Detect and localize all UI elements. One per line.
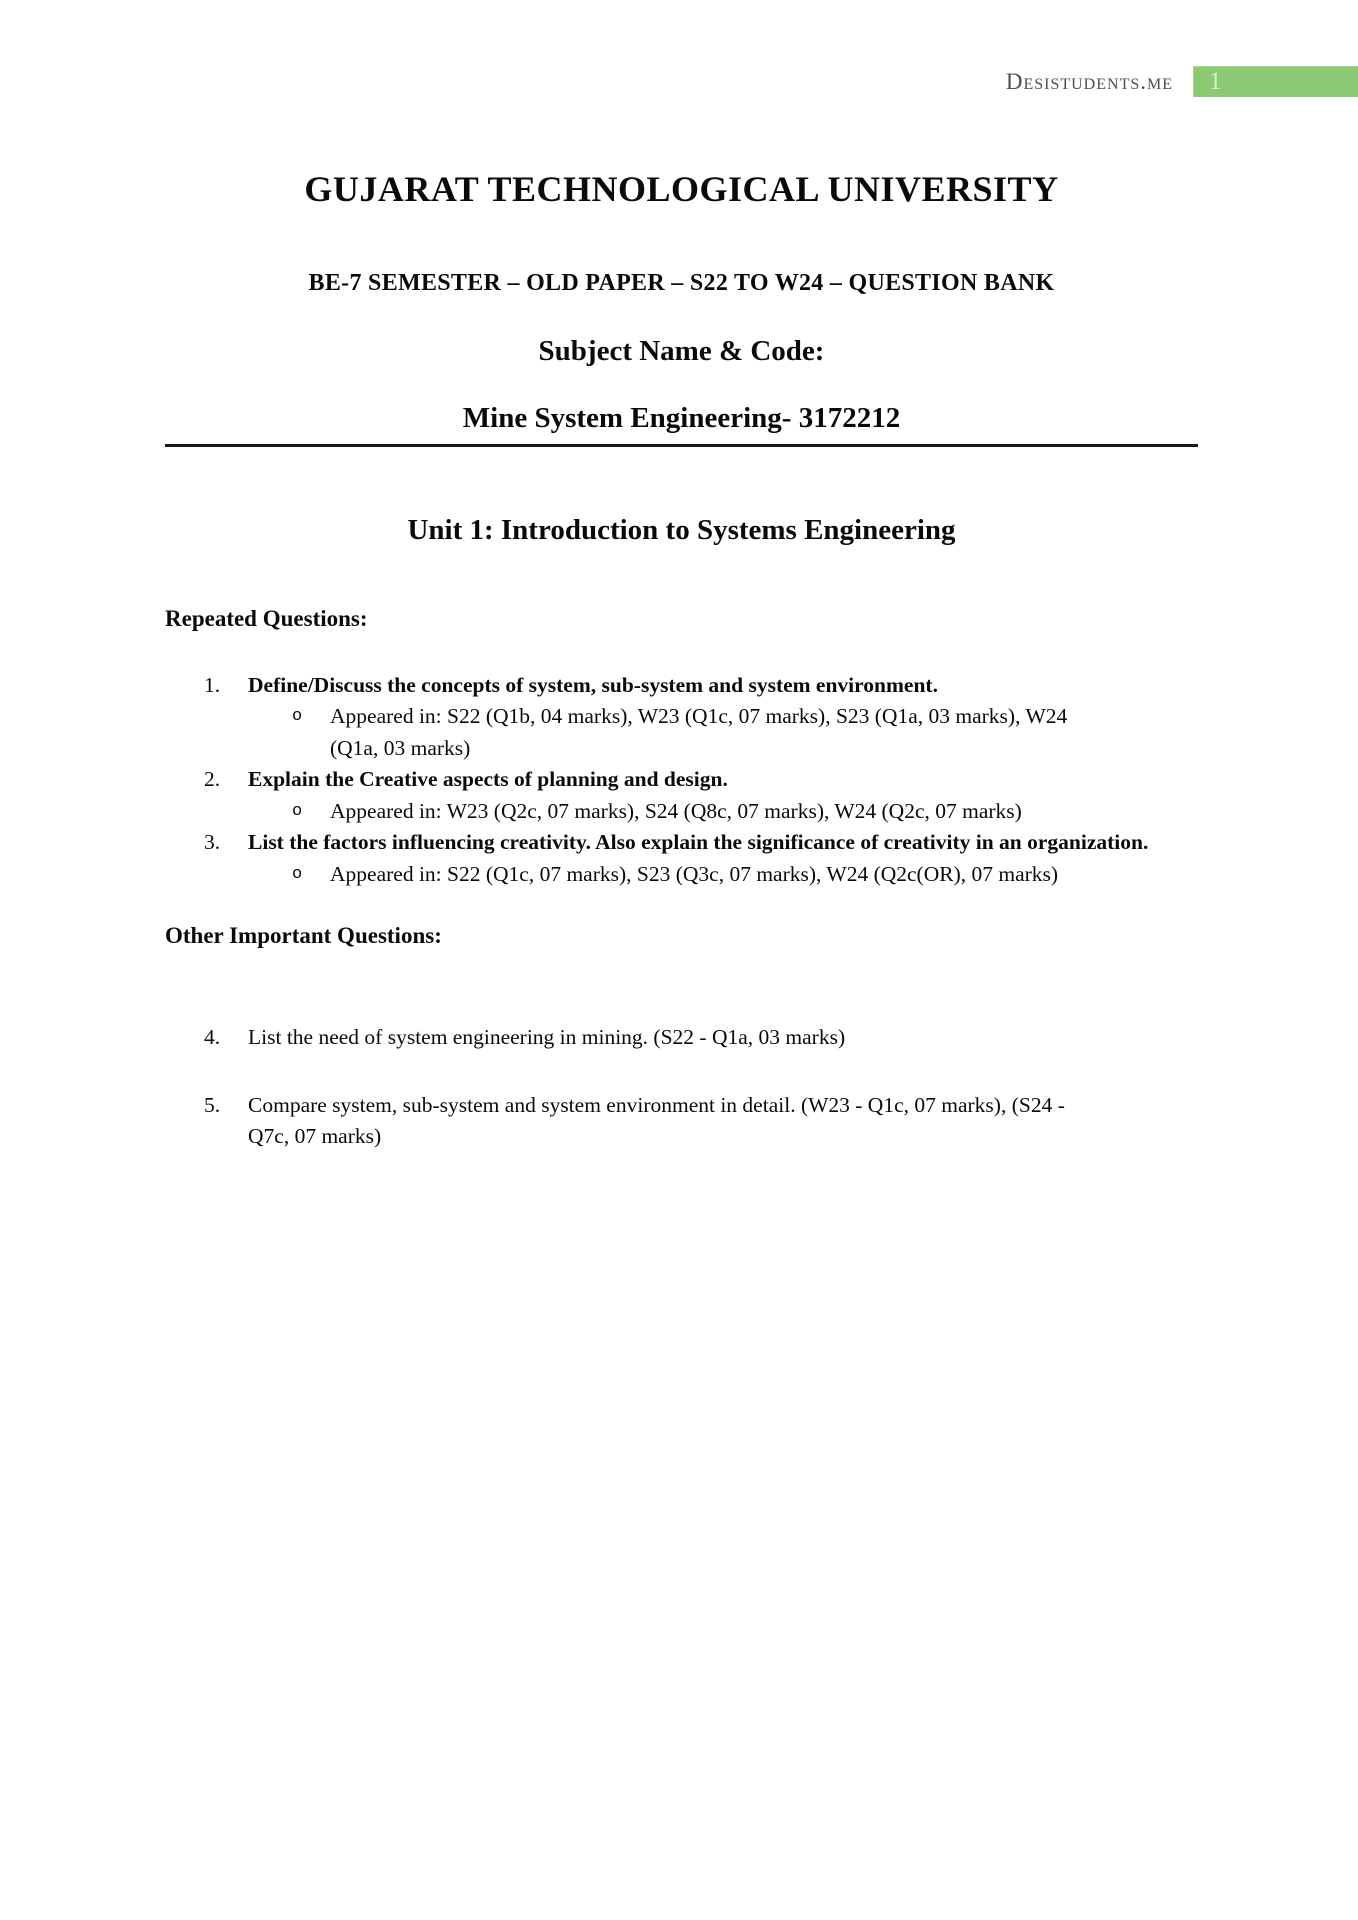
question-body <box>248 670 1198 765</box>
question-item <box>165 827 1198 890</box>
repeated-questions-list <box>165 670 1198 891</box>
appeared-in-text: Appeared in: S22 (Q1c, 07 marks), S23 (Q3c, 07 marks), W24 (Q2c(OR), 07 marks) <box>330 861 1059 886</box>
appeared-in-line <box>248 859 1198 891</box>
question-number: 2. <box>204 767 221 792</box>
question-number: 3. <box>204 830 221 855</box>
question-body <box>248 1022 1198 1054</box>
other-questions-heading: Other Important Questions: <box>165 923 442 949</box>
subject-name: Mine System Engineering- 3172212 <box>165 401 1198 447</box>
sub-bullet-marker: o <box>292 801 303 821</box>
page-number-badge: 1 <box>1193 66 1358 97</box>
question-text: List the factors influencing creativity. Also explain the significance of creativity in an organization. <box>248 830 1149 855</box>
question-body <box>248 1090 1198 1153</box>
sub-bullet-marker: o <box>292 707 303 727</box>
unit-title: Unit 1: Introduction to Systems Engineering <box>407 513 956 546</box>
appeared-in-line <box>248 796 1198 828</box>
university-title: GUJARAT TECHNOLOGICAL UNIVERSITY <box>304 169 1059 209</box>
question-number: 4. <box>204 1025 221 1050</box>
repeated-questions-heading: Repeated Questions: <box>165 606 368 632</box>
question-text: Compare system, sub-system and system environment in detail. (W23 - Q1c, 07 marks), (S24 - Q7c, 07 marks) <box>248 1092 1065 1149</box>
question-item <box>165 1022 1198 1054</box>
other-questions-list <box>165 1022 1198 1153</box>
document-content <box>165 0 1198 1153</box>
appeared-in-line <box>248 701 1198 764</box>
question-text: List the need of system engineering in mining. (S22 - Q1a, 03 marks) <box>248 1025 846 1050</box>
site-name: Desistudents.me <box>1005 69 1173 94</box>
question-item <box>165 1090 1198 1153</box>
subject-label: Subject Name & Code: <box>538 334 825 367</box>
paper-banner: BE-7 SEMESTER – OLD PAPER – S22 TO W24 – QUESTION BANK <box>308 270 1055 297</box>
question-body <box>248 827 1198 890</box>
question-body <box>248 764 1198 827</box>
appeared-in-text: Appeared in: W23 (Q2c, 07 marks), S24 (Q8c, 07 marks), W24 (Q2c, 07 marks) <box>330 798 1022 823</box>
question-item <box>165 670 1198 765</box>
question-number: 1. <box>204 672 221 697</box>
question-number: 5. <box>204 1092 221 1117</box>
page-header <box>0 66 1358 97</box>
question-text: Define/Discuss the concepts of system, sub-system and system environment. <box>248 672 938 697</box>
appeared-in-text: Appeared in: S22 (Q1b, 04 marks), W23 (Q1c, 07 marks), S23 (Q1a, 03 marks), W24 (Q1a, 03 marks) <box>330 704 1068 760</box>
question-item <box>165 764 1198 827</box>
sub-bullet-marker: o <box>292 864 303 884</box>
question-text: Explain the Creative aspects of planning and design. <box>248 767 728 792</box>
